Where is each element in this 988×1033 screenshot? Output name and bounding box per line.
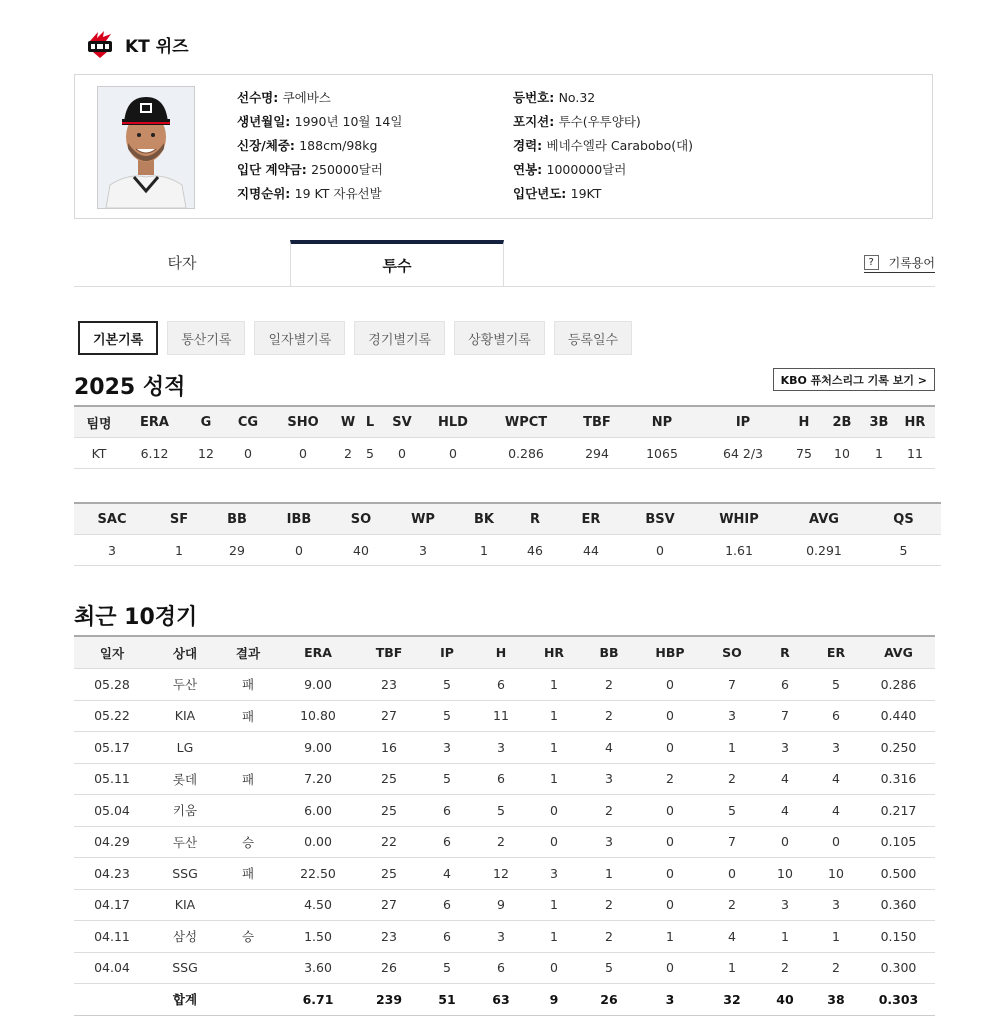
table-cell: 6: [810, 700, 862, 732]
table-cell: 4: [418, 858, 476, 890]
profile-salary: 연봉: 1000000달러: [513, 162, 627, 177]
table-cell: 0: [636, 669, 704, 701]
table-cell: 2: [704, 889, 760, 921]
table-cell: 1.61: [696, 535, 782, 566]
table-row: [74, 535, 941, 566]
table-cell: 1: [704, 952, 760, 984]
table-cell: 4: [810, 763, 862, 795]
table-cell: 2: [582, 795, 636, 827]
table-cell: 1: [526, 921, 582, 953]
column-header: SF: [150, 503, 208, 535]
table-cell: 0.316: [862, 763, 935, 795]
table-row: [74, 763, 935, 795]
table-cell: 22.50: [276, 858, 360, 890]
recent-games-title: 최근 10경기: [74, 605, 198, 630]
profile-draft: 지명순위: 19 KT 자유선발: [237, 186, 382, 201]
record-subtabs: [78, 321, 641, 355]
table-cell: 삼성: [150, 921, 220, 953]
main-tabs: [74, 240, 935, 287]
team-header: [84, 28, 189, 60]
subtab-situation[interactable]: 상황별기록: [454, 321, 545, 355]
table-cell: 0: [624, 535, 696, 566]
season-stats-table-2: [74, 502, 941, 566]
table-cell: 9: [526, 984, 582, 1016]
table-cell: 2: [636, 763, 704, 795]
column-header: WP: [390, 503, 456, 535]
table-cell: 패: [220, 763, 276, 795]
column-header: SO: [704, 636, 760, 669]
table-cell: 0.250: [862, 732, 935, 764]
glossary-link[interactable]: [864, 254, 935, 273]
column-header: R: [512, 503, 558, 535]
table-cell: 32: [704, 984, 760, 1016]
table-cell: 2: [760, 952, 810, 984]
table-cell: [220, 984, 276, 1016]
table-cell: 2: [704, 763, 760, 795]
table-cell: 0: [636, 952, 704, 984]
table-cell: 2: [582, 921, 636, 953]
table-row: [74, 732, 935, 764]
table-cell: 1: [526, 763, 582, 795]
column-header: ER: [558, 503, 624, 535]
column-header: TBF: [569, 406, 625, 438]
table-cell: 0: [636, 889, 704, 921]
profile-join-year: 입단년도: 19KT: [513, 186, 602, 201]
table-cell: 1: [526, 889, 582, 921]
column-header: SHO: [269, 406, 337, 438]
table-cell: 3: [526, 858, 582, 890]
team-name: KT 위즈: [125, 36, 189, 57]
column-header: BK: [456, 503, 512, 535]
column-header: H: [787, 406, 821, 438]
column-header: H: [476, 636, 526, 669]
table-cell: 7: [704, 669, 760, 701]
table-cell: 3.60: [276, 952, 360, 984]
column-header: IP: [699, 406, 787, 438]
column-header: BB: [582, 636, 636, 669]
question-icon: ?: [864, 255, 879, 270]
table-cell: 0: [526, 826, 582, 858]
column-header: AVG: [782, 503, 866, 535]
table-cell: 25: [360, 763, 418, 795]
table-cell: 12: [476, 858, 526, 890]
table-cell: 29: [208, 535, 266, 566]
table-cell: 1: [582, 858, 636, 890]
table-cell: 25: [360, 795, 418, 827]
table-cell: 3: [760, 889, 810, 921]
table-cell: 2: [476, 826, 526, 858]
table-cell: 1: [526, 700, 582, 732]
table-cell: 4: [760, 795, 810, 827]
table-cell: LG: [150, 732, 220, 764]
table-cell: 75: [787, 438, 821, 469]
table-cell: 27: [360, 889, 418, 921]
table-cell: 5: [418, 952, 476, 984]
table-cell: 0.440: [862, 700, 935, 732]
table-cell: 294: [569, 438, 625, 469]
table-cell: 23: [360, 669, 418, 701]
table-cell: 40: [760, 984, 810, 1016]
table-cell: 2: [337, 438, 359, 469]
table-cell: 4.50: [276, 889, 360, 921]
table-cell: 5: [810, 669, 862, 701]
column-header: WHIP: [696, 503, 782, 535]
table-cell: 2: [582, 669, 636, 701]
column-header: SAC: [74, 503, 150, 535]
table-cell: 0.291: [782, 535, 866, 566]
table-cell: 9.00: [276, 732, 360, 764]
column-header: BSV: [624, 503, 696, 535]
table-cell: 5: [866, 535, 941, 566]
table-cell: 7.20: [276, 763, 360, 795]
table-cell: 05.17: [74, 732, 150, 764]
subtab-career[interactable]: 통산기록: [167, 321, 245, 355]
table-cell: KIA: [150, 700, 220, 732]
column-header: IP: [418, 636, 476, 669]
table-cell: 1: [863, 438, 895, 469]
profile-number: 등번호: No.32: [513, 90, 596, 105]
table-cell: 0.303: [862, 984, 935, 1016]
column-header: 팀명: [74, 406, 124, 438]
table-cell: 11: [476, 700, 526, 732]
column-header: AVG: [862, 636, 935, 669]
table-cell: 0: [704, 858, 760, 890]
profile-signing-bonus: 입단 계약금: 250000달러: [237, 162, 383, 177]
column-header: HR: [526, 636, 582, 669]
table-cell: 5: [418, 669, 476, 701]
table-cell: 6: [760, 669, 810, 701]
column-header: HBP: [636, 636, 704, 669]
table-cell: 승: [220, 826, 276, 858]
table-cell: 04.17: [74, 889, 150, 921]
column-header: 3B: [863, 406, 895, 438]
table-cell: 0.217: [862, 795, 935, 827]
column-header: NP: [625, 406, 699, 438]
table-cell: 3: [636, 984, 704, 1016]
table-cell: 04.11: [74, 921, 150, 953]
tab-batter[interactable]: 타자: [167, 254, 197, 272]
table-cell: 12: [185, 438, 227, 469]
table-cell: 1: [704, 732, 760, 764]
column-header: ERA: [276, 636, 360, 669]
table-cell: 23: [360, 921, 418, 953]
table-cell: KT: [74, 438, 124, 469]
table-cell: [220, 889, 276, 921]
table-row: [74, 826, 935, 858]
table-cell: 5: [418, 763, 476, 795]
table-cell: 1: [456, 535, 512, 566]
table-cell: 22: [360, 826, 418, 858]
column-header: 결과: [220, 636, 276, 669]
column-header: L: [359, 406, 381, 438]
table-cell: 두산: [150, 826, 220, 858]
column-header: 상대: [150, 636, 220, 669]
subtab-daily[interactable]: 일자별기록: [254, 321, 345, 355]
table-cell: 3: [476, 921, 526, 953]
profile-left-column: [237, 86, 402, 206]
table-cell: 0.286: [483, 438, 569, 469]
column-header: IBB: [266, 503, 332, 535]
table-cell: 3: [476, 732, 526, 764]
player-photo: [97, 86, 195, 209]
table-cell: 63: [476, 984, 526, 1016]
table-header-row: [74, 503, 941, 535]
table-cell: 6: [418, 795, 476, 827]
season-stats-table-1: [74, 405, 935, 469]
table-cell: 11: [895, 438, 935, 469]
table-cell: 롯데: [150, 763, 220, 795]
table-cell: 2: [582, 700, 636, 732]
table-cell: 0: [810, 826, 862, 858]
table-cell: 0: [636, 826, 704, 858]
table-cell: 6.00: [276, 795, 360, 827]
table-cell: 3: [582, 826, 636, 858]
table-cell: 9.00: [276, 669, 360, 701]
table-cell: 0: [526, 952, 582, 984]
table-cell: 3: [74, 535, 150, 566]
profile-height-weight: 신장/체중: 188cm/98kg: [237, 138, 378, 153]
table-cell: 0.300: [862, 952, 935, 984]
table-cell: 6.71: [276, 984, 360, 1016]
table-row: [74, 669, 935, 701]
table-cell: 05.11: [74, 763, 150, 795]
table-cell: 5: [418, 700, 476, 732]
table-cell: 6: [476, 952, 526, 984]
table-cell: 7: [704, 826, 760, 858]
table-cell: 3: [810, 889, 862, 921]
table-cell: [74, 984, 150, 1016]
table-cell: 0.286: [862, 669, 935, 701]
table-row: [74, 700, 935, 732]
player-profile: [74, 74, 933, 219]
table-cell: 0: [636, 700, 704, 732]
table-cell: 51: [418, 984, 476, 1016]
table-row: [74, 858, 935, 890]
table-cell: 1: [636, 921, 704, 953]
table-cell: 2: [582, 889, 636, 921]
subtab-registration[interactable]: 등록일수: [554, 321, 632, 355]
profile-position: 포지션: 투수(우투양타): [513, 114, 641, 129]
column-header: QS: [866, 503, 941, 535]
table-cell: 4: [582, 732, 636, 764]
kt-wiz-logo-icon: [84, 28, 116, 60]
table-cell: 40: [332, 535, 390, 566]
column-header: 2B: [821, 406, 863, 438]
table-cell: 0.500: [862, 858, 935, 890]
table-row: [74, 952, 935, 984]
table-cell: 6: [476, 669, 526, 701]
table-cell: 05.22: [74, 700, 150, 732]
total-row: [74, 984, 935, 1016]
table-cell: 10: [760, 858, 810, 890]
subtab-basic[interactable]: 기본기록: [78, 321, 158, 355]
table-cell: 9: [476, 889, 526, 921]
table-cell: 두산: [150, 669, 220, 701]
table-cell: 6: [418, 889, 476, 921]
futures-league-button[interactable]: KBO 퓨처스리그 기록 보기 >: [773, 368, 935, 391]
profile-name: 선수명: 쿠에바스: [237, 90, 331, 105]
table-cell: 04.29: [74, 826, 150, 858]
table-cell: 0: [381, 438, 423, 469]
column-header: TBF: [360, 636, 418, 669]
column-header: G: [185, 406, 227, 438]
table-cell: [220, 952, 276, 984]
table-cell: 4: [704, 921, 760, 953]
table-row: [74, 438, 935, 469]
profile-right-column: [513, 86, 693, 206]
table-cell: 0.150: [862, 921, 935, 953]
table-cell: 3: [390, 535, 456, 566]
table-cell: 0: [269, 438, 337, 469]
table-cell: 27: [360, 700, 418, 732]
table-cell: 5: [582, 952, 636, 984]
table-cell: 0.00: [276, 826, 360, 858]
glossary-label: 기록용어: [888, 256, 935, 270]
table-cell: 4: [760, 763, 810, 795]
column-header: BB: [208, 503, 266, 535]
table-cell: 04.04: [74, 952, 150, 984]
table-cell: 26: [582, 984, 636, 1016]
table-cell: 5: [359, 438, 381, 469]
table-cell: 7: [760, 700, 810, 732]
table-cell: 1: [526, 732, 582, 764]
table-cell: 16: [360, 732, 418, 764]
table-cell: 0: [266, 535, 332, 566]
table-cell: 1: [526, 669, 582, 701]
table-cell: [220, 732, 276, 764]
table-cell: 0.105: [862, 826, 935, 858]
table-cell: 0: [227, 438, 269, 469]
table-cell: 1: [150, 535, 208, 566]
table-cell: 5: [704, 795, 760, 827]
table-cell: 승: [220, 921, 276, 953]
column-header: WPCT: [483, 406, 569, 438]
table-cell: 0.360: [862, 889, 935, 921]
table-cell: 26: [360, 952, 418, 984]
subtab-game[interactable]: 경기별기록: [354, 321, 445, 355]
column-header: W: [337, 406, 359, 438]
column-header: R: [760, 636, 810, 669]
table-cell: 44: [558, 535, 624, 566]
table-cell: 2: [810, 952, 862, 984]
table-cell: SSG: [150, 952, 220, 984]
profile-career: 경력: 베네수엘라 Carabobo(대): [513, 138, 694, 153]
table-cell: 3: [760, 732, 810, 764]
season-title: 2025 성적: [74, 375, 186, 400]
table-cell: 0: [423, 438, 483, 469]
table-cell: 패: [220, 700, 276, 732]
table-cell: 6: [418, 921, 476, 953]
table-cell: 6: [418, 826, 476, 858]
table-cell: 3: [582, 763, 636, 795]
table-cell: 0: [636, 732, 704, 764]
table-cell: 239: [360, 984, 418, 1016]
table-cell: 1.50: [276, 921, 360, 953]
table-cell: 키움: [150, 795, 220, 827]
table-cell: 46: [512, 535, 558, 566]
table-cell: 1: [760, 921, 810, 953]
tab-pitcher[interactable]: 투수: [290, 240, 504, 286]
table-cell: 6.12: [124, 438, 185, 469]
table-cell: 0: [760, 826, 810, 858]
table-row: [74, 889, 935, 921]
recent-games-table: [74, 635, 935, 1016]
column-header: CG: [227, 406, 269, 438]
table-cell: 4: [810, 795, 862, 827]
table-cell: 3: [704, 700, 760, 732]
column-header: SO: [332, 503, 390, 535]
table-header-row: [74, 636, 935, 669]
column-header: 일자: [74, 636, 150, 669]
column-header: HLD: [423, 406, 483, 438]
table-cell: 5: [476, 795, 526, 827]
table-cell: 10: [821, 438, 863, 469]
table-cell: 0: [636, 858, 704, 890]
table-row: [74, 795, 935, 827]
table-cell: 10: [810, 858, 862, 890]
table-cell: 05.28: [74, 669, 150, 701]
table-row: [74, 921, 935, 953]
table-cell: 25: [360, 858, 418, 890]
table-cell: 합계: [150, 984, 220, 1016]
table-cell: 패: [220, 669, 276, 701]
profile-birthdate: 생년월일: 1990년 10월 14일: [237, 114, 403, 129]
table-header-row: [74, 406, 935, 438]
table-cell: KIA: [150, 889, 220, 921]
table-cell: 3: [418, 732, 476, 764]
table-cell: SSG: [150, 858, 220, 890]
table-cell: 1065: [625, 438, 699, 469]
table-cell: 0: [636, 795, 704, 827]
table-cell: 3: [810, 732, 862, 764]
table-cell: 64 2/3: [699, 438, 787, 469]
table-cell: 패: [220, 858, 276, 890]
table-cell: 10.80: [276, 700, 360, 732]
column-header: ERA: [124, 406, 185, 438]
table-cell: 05.04: [74, 795, 150, 827]
column-header: SV: [381, 406, 423, 438]
table-cell: [220, 795, 276, 827]
table-cell: 38: [810, 984, 862, 1016]
table-cell: 1: [810, 921, 862, 953]
table-cell: 0: [526, 795, 582, 827]
column-header: ER: [810, 636, 862, 669]
player-photo-image: [98, 87, 194, 208]
table-cell: 6: [476, 763, 526, 795]
column-header: HR: [895, 406, 935, 438]
table-cell: 04.23: [74, 858, 150, 890]
